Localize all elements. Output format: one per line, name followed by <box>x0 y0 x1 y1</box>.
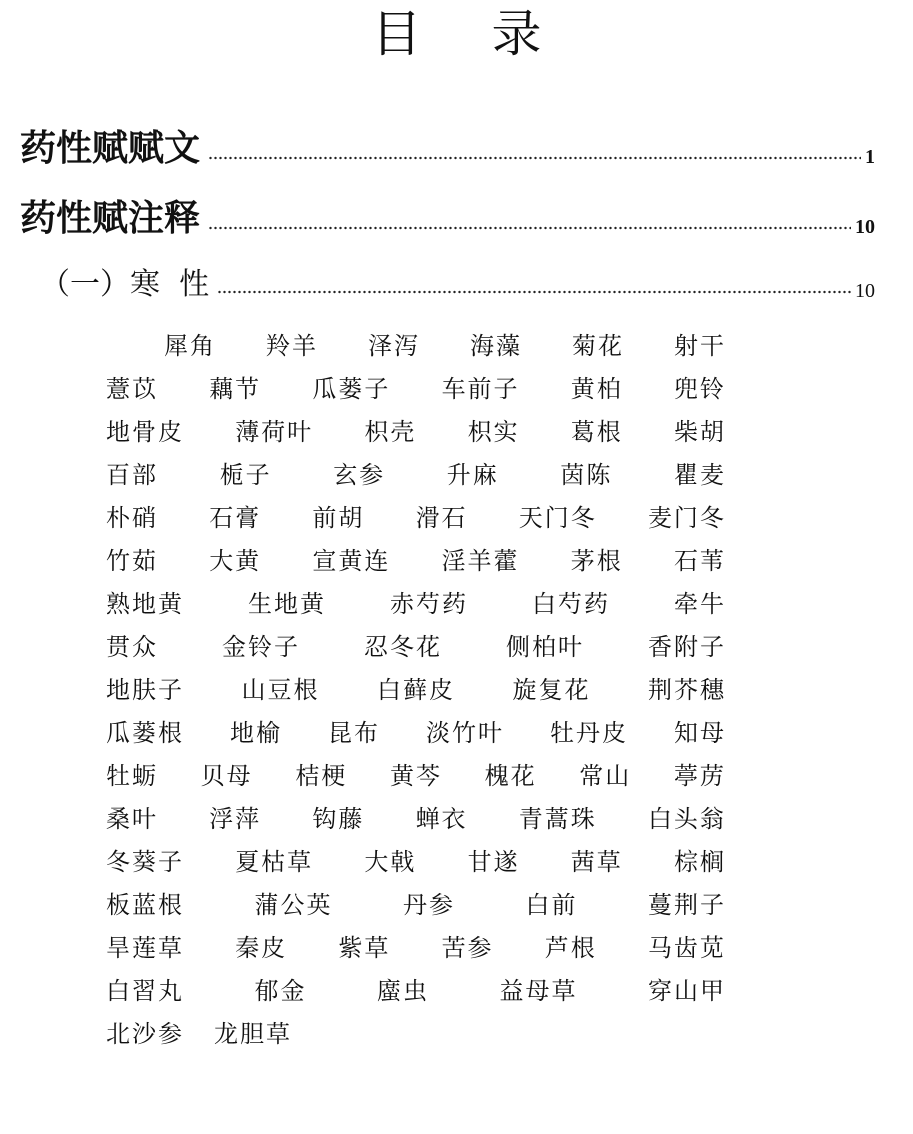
herb-name: 淫羊藿 <box>441 547 520 575</box>
herb-line <box>106 715 726 758</box>
toc-leader-dots <box>208 156 861 160</box>
herb-name: 甘遂 <box>467 848 520 876</box>
herb-line <box>106 414 726 457</box>
herb-name: 荆芥穗 <box>648 676 726 704</box>
herb-name: 栀子 <box>219 461 272 489</box>
herb-line <box>106 586 726 629</box>
herb-name: 芦根 <box>544 934 597 962</box>
herb-name: 香附子 <box>648 633 726 661</box>
herb-name: 牡蛎 <box>106 762 158 790</box>
herb-name: 钩藤 <box>312 805 365 833</box>
herb-name: 冬葵子 <box>106 848 184 876</box>
herb-name: 枳实 <box>467 418 520 446</box>
herb-name: 竹茹 <box>106 547 158 575</box>
herb-name: 槐花 <box>484 762 537 790</box>
herb-line <box>106 973 726 1016</box>
herb-name: 蔓荆子 <box>648 891 726 919</box>
herb-name: 麦门冬 <box>647 504 726 532</box>
herb-name: 白藓皮 <box>377 676 455 704</box>
herb-name: 熟地黄 <box>106 590 184 618</box>
title-char: 录 <box>491 5 542 63</box>
herb-name: 丹参 <box>403 891 455 919</box>
herb-name: 石苇 <box>673 547 726 575</box>
herb-name: 地肤子 <box>106 676 184 704</box>
toc-entry-label: 药性赋赋文 <box>20 127 201 169</box>
herb-name: 地骨皮 <box>106 418 184 446</box>
herb-name: 朴硝 <box>106 504 158 532</box>
herb-line <box>106 543 726 586</box>
herb-name: 苦参 <box>441 934 494 962</box>
herb-name: 桑叶 <box>106 805 158 833</box>
herb-name: 百部 <box>106 461 158 489</box>
herb-name: 䗪虫 <box>377 977 429 1005</box>
herb-name: 忍冬花 <box>364 633 442 661</box>
herb-name: 侧柏叶 <box>506 633 584 661</box>
herb-line <box>106 629 726 672</box>
herb-name: 大戟 <box>364 848 417 876</box>
toc-entry[interactable] <box>20 196 875 240</box>
herb-name: 夏枯草 <box>235 848 314 876</box>
herb-name: 茅根 <box>570 547 623 575</box>
herb-name: 金铃子 <box>222 633 300 661</box>
herb-name: 益母草 <box>499 977 578 1005</box>
herb-name: 赤芍药 <box>390 590 468 618</box>
toc-page-number: 10 <box>855 216 875 238</box>
herb-line <box>106 801 726 844</box>
herb-line <box>106 672 726 715</box>
herb-line <box>106 758 726 801</box>
herb-name: 桔梗 <box>295 762 348 790</box>
herb-name: 旱莲草 <box>106 934 184 962</box>
herb-line <box>106 844 726 887</box>
herb-name: 蒲公英 <box>254 891 333 919</box>
herb-line <box>106 930 726 973</box>
herb-name: 北沙参 <box>106 1020 184 1048</box>
herb-name: 淡竹叶 <box>426 719 504 747</box>
herb-name: 牡丹皮 <box>550 719 628 747</box>
herb-name: 紫草 <box>338 934 391 962</box>
herb-line <box>106 500 726 543</box>
toc-entry-label: 药性赋注释 <box>20 197 201 239</box>
herb-name: 茵陈 <box>560 461 613 489</box>
herb-name: 菊花 <box>572 332 624 360</box>
herb-name: 升麻 <box>446 461 499 489</box>
herb-name: 郁金 <box>254 977 307 1005</box>
herb-name: 秦皮 <box>235 934 288 962</box>
herb-name: 葶苈 <box>673 762 726 790</box>
herb-line <box>106 371 726 414</box>
herb-name: 穿山甲 <box>648 977 726 1005</box>
herb-name: 前胡 <box>312 504 365 532</box>
toc-leader-dots <box>217 290 851 294</box>
herb-name: 枳壳 <box>364 418 417 446</box>
herb-name: 贯众 <box>106 633 158 661</box>
toc-subentry[interactable] <box>40 266 875 304</box>
toc-entry-label: （一）寒 性 <box>40 267 210 302</box>
herb-name: 旋复花 <box>512 676 591 704</box>
herb-name: 羚羊 <box>266 332 318 360</box>
herb-name: 常山 <box>579 762 632 790</box>
herb-name: 葛根 <box>570 418 623 446</box>
herb-name: 昆布 <box>328 719 380 747</box>
herb-name: 玄参 <box>333 461 386 489</box>
title-char: 目 <box>371 5 422 63</box>
herb-name: 棕榈 <box>673 848 726 876</box>
herb-name: 黄芩 <box>389 762 442 790</box>
herb-list <box>106 328 726 1059</box>
herb-name: 薄荷叶 <box>235 418 314 446</box>
herb-name: 白头翁 <box>647 805 726 833</box>
herb-name: 车前子 <box>441 375 520 403</box>
herb-name: 白前 <box>525 891 578 919</box>
toc-page-number: 1 <box>865 146 875 168</box>
herb-line <box>106 1016 726 1059</box>
herb-line <box>106 457 726 500</box>
herb-name: 山豆根 <box>241 676 320 704</box>
toc-leader-dots <box>208 226 851 230</box>
herb-name: 茜草 <box>570 848 623 876</box>
herb-name: 兜铃 <box>673 375 726 403</box>
herb-name: 犀角 <box>164 332 216 360</box>
herb-name: 藕节 <box>209 375 262 403</box>
herb-name: 宣黄连 <box>312 547 391 575</box>
herb-name: 瓜蒌根 <box>106 719 184 747</box>
herb-name: 滑石 <box>415 504 468 532</box>
toc-entry[interactable] <box>20 126 875 170</box>
page-title <box>0 4 913 64</box>
toc-page-number: 10 <box>855 280 875 302</box>
herb-name: 青蒿珠 <box>518 805 597 833</box>
herb-name: 黄柏 <box>570 375 623 403</box>
herb-name: 马齿苋 <box>647 934 726 962</box>
herb-name: 瓜蒌子 <box>312 375 391 403</box>
herb-name: 大黄 <box>209 547 262 575</box>
herb-name: 蝉衣 <box>415 805 468 833</box>
herb-name: 贝母 <box>200 762 253 790</box>
herb-name: 地榆 <box>230 719 282 747</box>
herb-name: 海藻 <box>470 332 522 360</box>
herb-line <box>106 328 726 371</box>
herb-name: 白芍药 <box>532 590 610 618</box>
herb-name: 柴胡 <box>673 418 726 446</box>
herb-line <box>106 887 726 930</box>
herb-name: 白習丸 <box>106 977 184 1005</box>
herb-name: 石膏 <box>209 504 262 532</box>
herb-name: 龙胆草 <box>214 1020 292 1048</box>
herb-name: 泽泻 <box>368 332 420 360</box>
herb-name: 生地黄 <box>248 590 326 618</box>
herb-name: 薏苡 <box>106 375 158 403</box>
herb-name: 牵牛 <box>674 590 726 618</box>
herb-name: 浮萍 <box>209 805 262 833</box>
herb-name: 天门冬 <box>518 504 597 532</box>
herb-name: 射干 <box>674 332 726 360</box>
herb-name: 板蓝根 <box>106 891 184 919</box>
herb-name: 知母 <box>674 719 726 747</box>
herb-name: 瞿麦 <box>673 461 726 489</box>
